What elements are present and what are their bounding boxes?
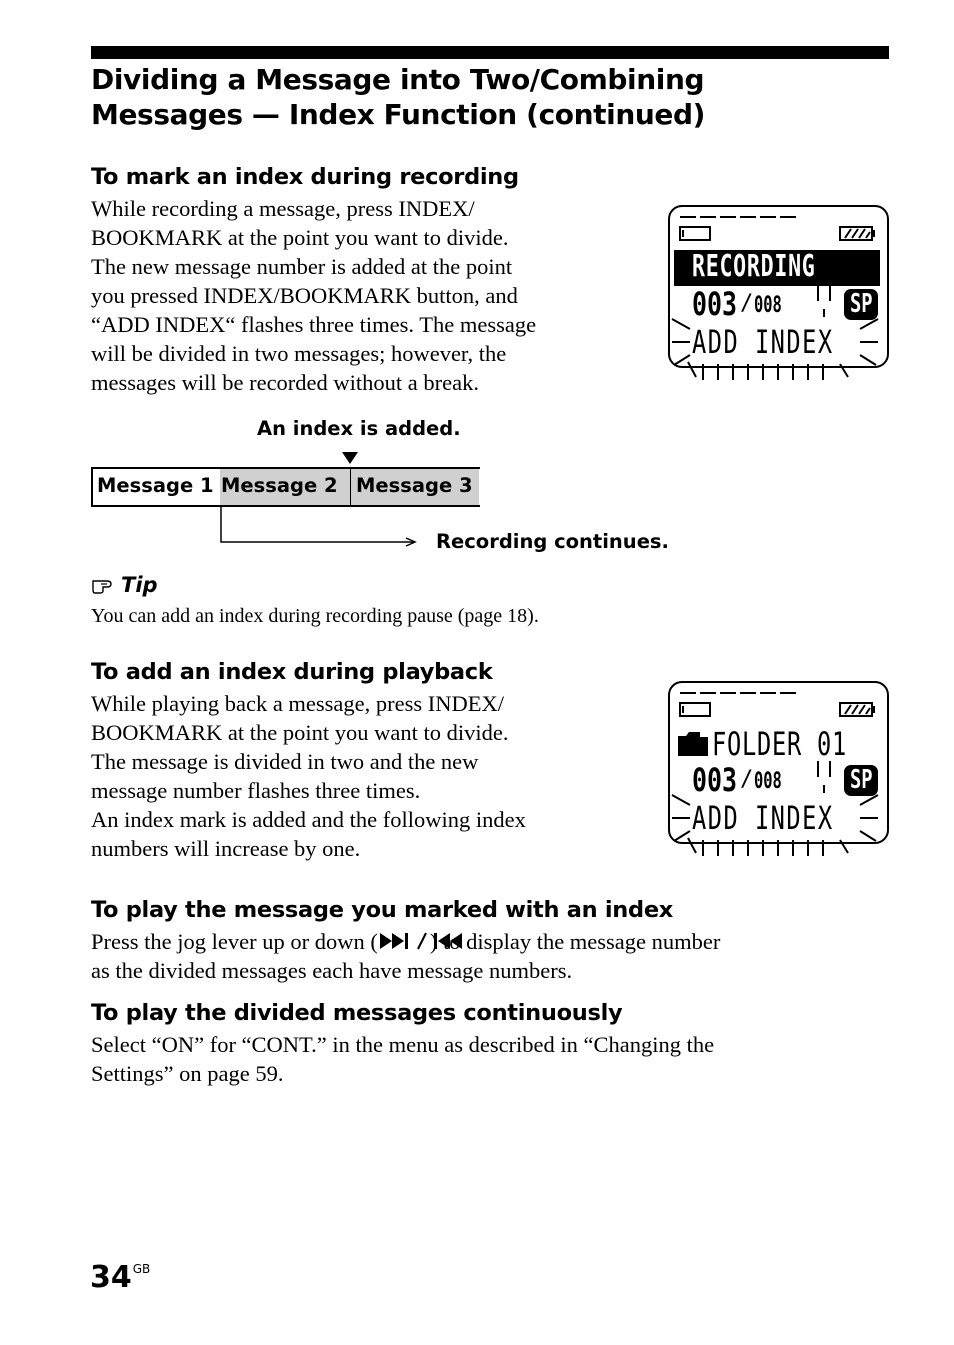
- lcd-slash: /: [740, 767, 754, 792]
- lcd-total-messages: 008: [754, 769, 782, 794]
- header-rule: [91, 46, 889, 59]
- paragraph-line: BOOKMARK at the point you want to divide.: [91, 720, 509, 745]
- lcd-top-label: FOLDER 01: [712, 725, 847, 763]
- lcd-status-text: ADD INDEX: [692, 799, 834, 837]
- paragraph-line: While recording a message, press INDEX/: [91, 196, 475, 221]
- lcd-mode-text: SP: [850, 289, 873, 319]
- down-arrow-icon: [341, 451, 359, 465]
- paragraph-line: messages will be recorded without a break.: [91, 370, 479, 395]
- paragraph-line: you pressed INDEX/BOOKMARK button, and: [91, 283, 518, 308]
- paragraph-play-continuously: [91, 1030, 891, 1088]
- tip-label: Tip: [121, 573, 158, 597]
- page-number: [90, 1260, 150, 1295]
- recording-continues-label: Recording continues.: [436, 530, 669, 553]
- tip-hand-icon: [91, 575, 115, 595]
- paragraph-line: The new message number is added at the point: [91, 254, 513, 279]
- tip-heading: [91, 573, 158, 597]
- paragraph-line: numbers will increase by one.: [91, 836, 361, 861]
- page-title-line-2: Messages — Index Function (continued): [91, 98, 706, 131]
- page-number-value: 34: [90, 1260, 132, 1295]
- lcd-status-text: ADD INDEX: [692, 323, 834, 361]
- lcd-message-number: 003: [692, 285, 738, 323]
- recording-continues-arrow: [218, 504, 420, 548]
- lcd-slash: /: [740, 291, 754, 316]
- paragraph-line: “ADD INDEX“ flashes three times. The message: [91, 312, 537, 337]
- paragraph-line: will be divided in two messages; however, the: [91, 341, 507, 366]
- paragraph-add-index-playback: [91, 689, 631, 863]
- heading-play-continuously: To play the divided messages continuously: [91, 1000, 623, 1026]
- battery-icon: [840, 227, 875, 240]
- lcd-total-messages: 008: [754, 293, 782, 318]
- heading-mark-index-recording: To mark an index during recording: [91, 164, 519, 190]
- paragraph-line: as the divided messages each have message numbers.: [91, 958, 573, 983]
- paragraph-line: Select “ON” for “CONT.” in the menu as described in “Changing the: [91, 1032, 715, 1057]
- tip-text: You can add an index during recording pause (page 18).: [91, 605, 539, 627]
- lcd-top-label: RECORDING: [692, 249, 816, 284]
- index-added-label: An index is added.: [257, 417, 461, 440]
- paragraph-line: While playing back a message, press INDEX/: [91, 691, 504, 716]
- paragraph-line: message number flashes three times.: [91, 778, 421, 803]
- lcd-display-playback: [668, 681, 889, 866]
- lcd-mode-badge: [844, 289, 878, 320]
- page-number-suffix: GB: [132, 1262, 151, 1276]
- paragraph-line: Settings” on page 59.: [91, 1061, 284, 1086]
- lcd-mode-text: SP: [850, 765, 873, 795]
- paragraph-line: [91, 927, 891, 956]
- message-1-cell: Message 1: [97, 474, 214, 497]
- paragraph-text: Press the jog lever up or down (: [91, 929, 378, 954]
- page-title: [91, 62, 891, 132]
- message-bar: [91, 467, 481, 507]
- battery-icon: [840, 703, 875, 716]
- lcd-display-recording: [668, 205, 889, 390]
- folder-icon: [678, 732, 708, 756]
- heading-play-marked-message: To play the message you marked with an index: [91, 897, 674, 923]
- page-title-line-1: Dividing a Message into Two/Combining: [91, 63, 705, 96]
- paragraph-line: The message is divided in two and the new: [91, 749, 479, 774]
- lcd-message-number: 003: [692, 761, 738, 799]
- heading-add-index-playback: To add an index during playback: [91, 659, 493, 685]
- paragraph-text: ) to display the message number: [429, 929, 721, 954]
- paragraph-play-marked-message: [91, 927, 891, 985]
- message-3-cell: Message 3: [356, 474, 473, 497]
- paragraph-line: An index mark is added and the following index: [91, 807, 526, 832]
- paragraph-line: BOOKMARK at the point you want to divide.: [91, 225, 509, 250]
- lcd-mode-badge: [844, 765, 878, 796]
- message-2-cell: Message 2: [221, 474, 338, 497]
- paragraph-mark-index-recording: [91, 194, 631, 397]
